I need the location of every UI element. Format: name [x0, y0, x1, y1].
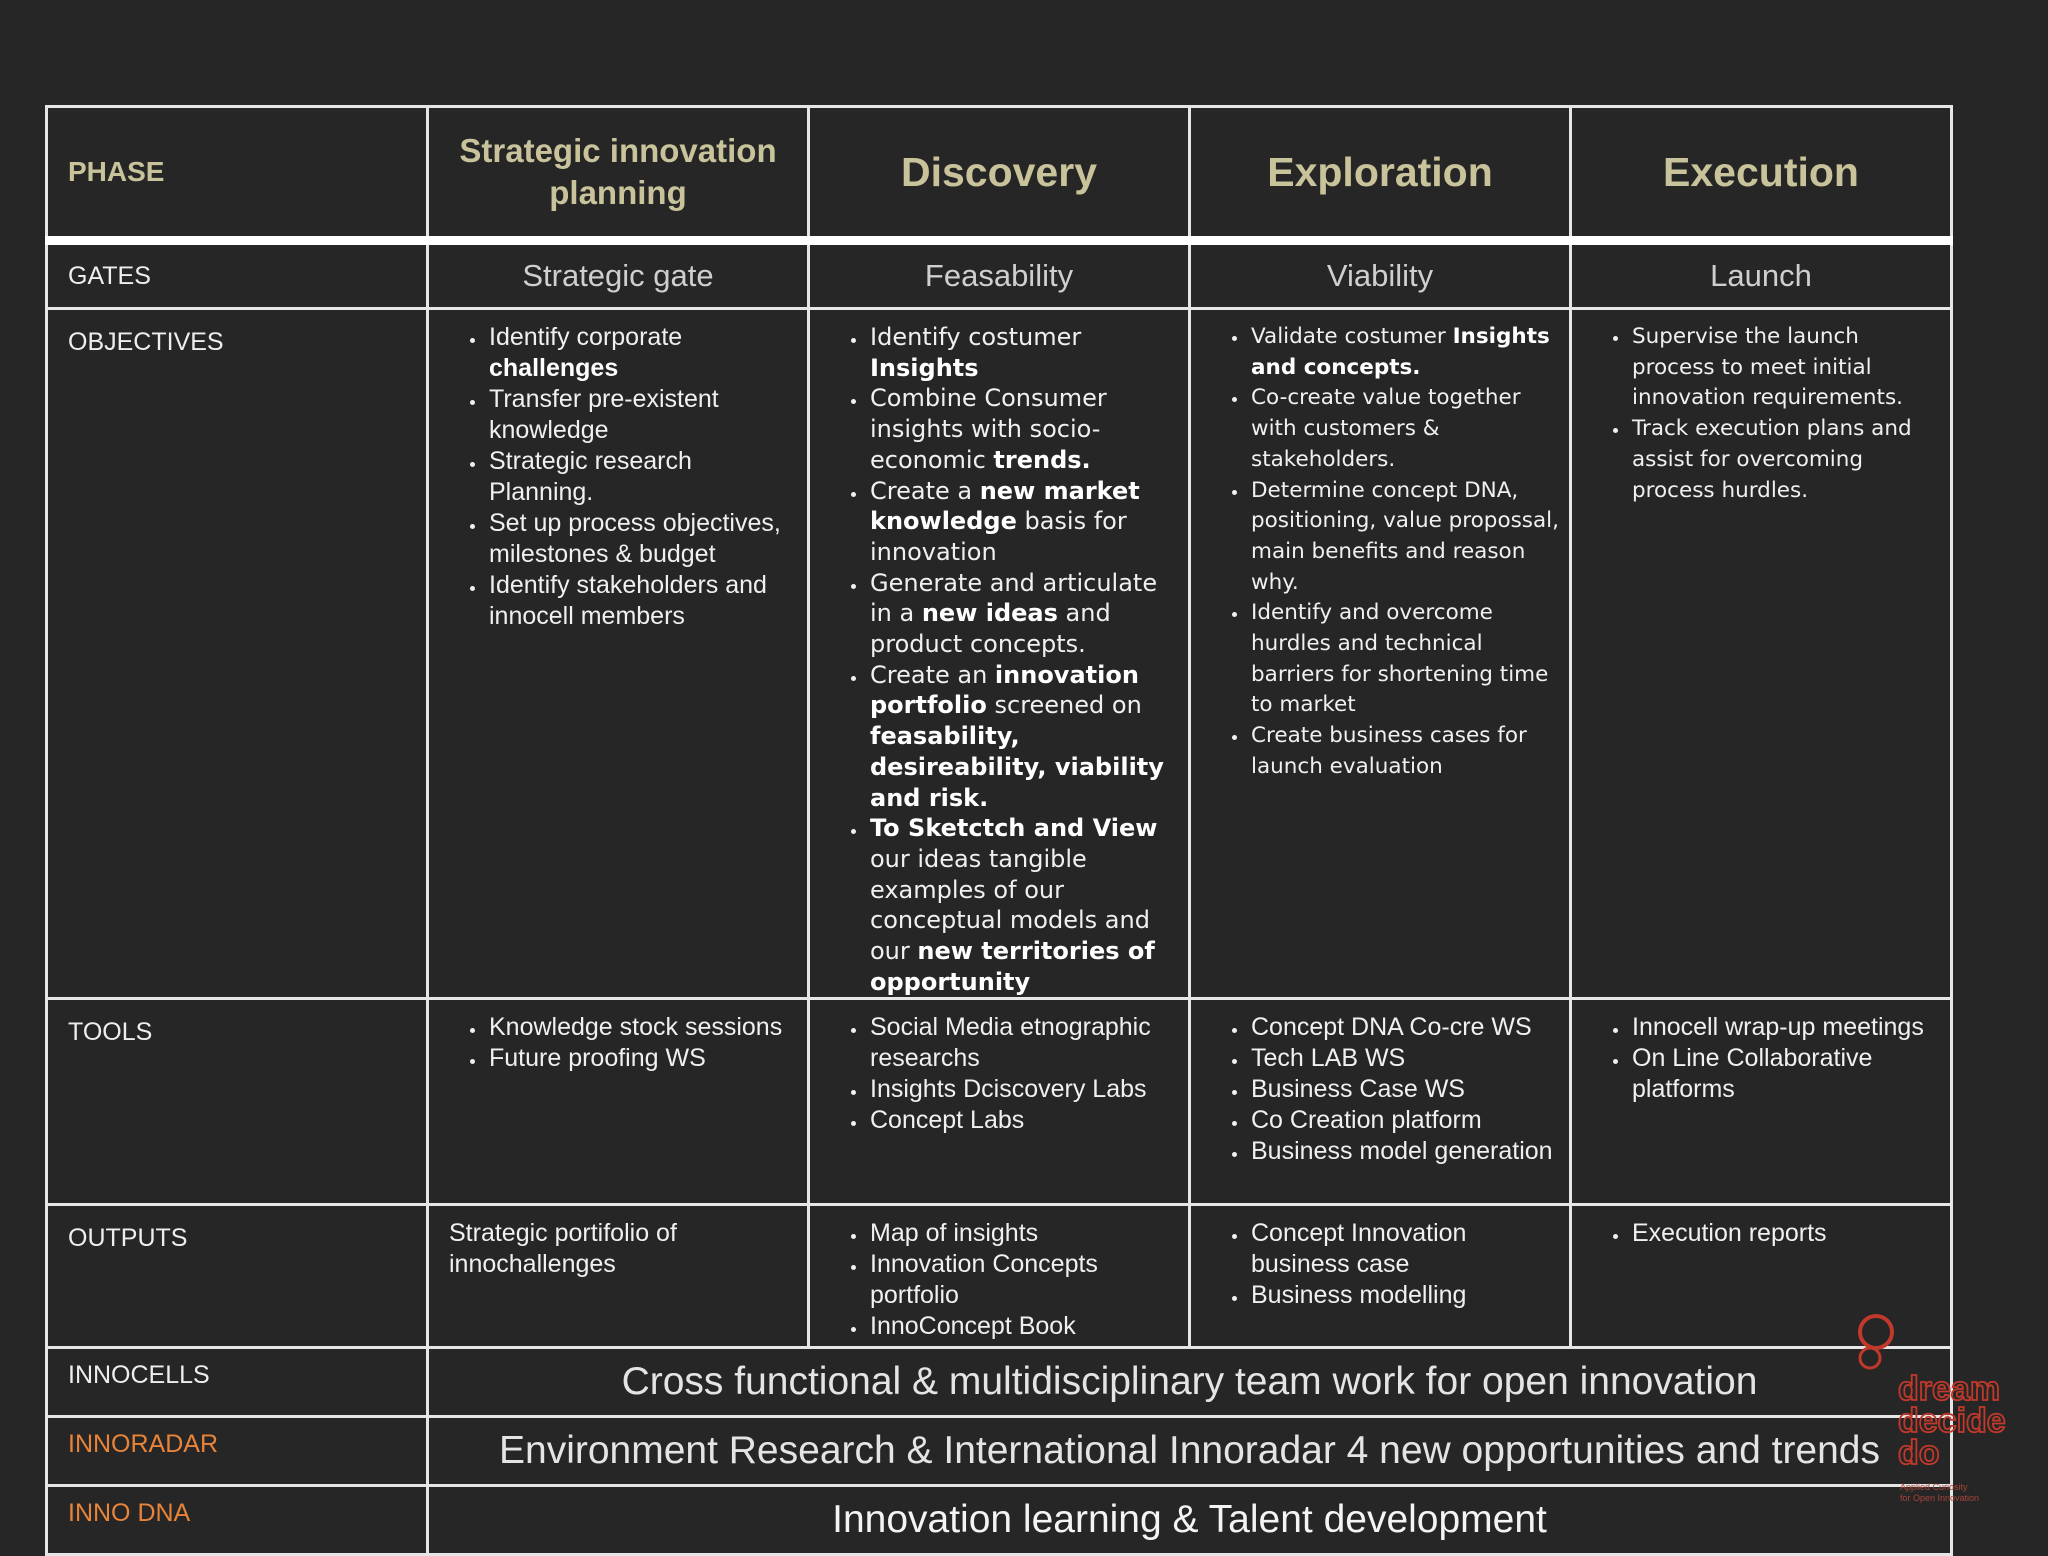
list-item: • Concept Innovation business case — [1249, 1218, 1561, 1280]
logo-word-dream: dream — [1898, 1370, 2001, 1408]
tools-list-1 — [429, 1012, 807, 1074]
list-item: • Insights Dciscovery Labs — [868, 1074, 1180, 1105]
logo-tagline-1: Applied Curiosity — [1900, 1482, 1968, 1492]
tools-label: TOOLS — [47, 999, 428, 1205]
list-item: • Combine Consumer insights with socio-economic trends. — [868, 383, 1180, 475]
list-item: • Co-create value together with customers & stakeholders. — [1249, 383, 1561, 475]
innodna-label: INNO DNA — [47, 1486, 428, 1555]
list-item: • Identify and overcome hurdles and technical barriers for shortening time to market — [1249, 598, 1561, 721]
logo-word-decide: decide — [1898, 1402, 2006, 1440]
list-item: • Future proofing WS — [487, 1043, 799, 1074]
innoradar-text: Environment Research & International Innoradar 4 new opportunities and trends — [428, 1417, 1952, 1486]
list-item: • Create an innovation portfolio screened on feasability, desireability, viability and risk. — [868, 660, 1180, 814]
outputs-list-3 — [1191, 1218, 1569, 1311]
innodna-row — [47, 1486, 1952, 1555]
gate-viability: Viability — [1190, 241, 1571, 309]
innocells-text: Cross functional & multidisciplinary team work for open innovation — [428, 1348, 1952, 1417]
innocells-row — [47, 1348, 1952, 1417]
tools-list-3 — [1191, 1012, 1569, 1167]
list-item: • Tech LAB WS — [1249, 1043, 1561, 1074]
outputs-text-1: Strategic portifolio of innochallenges — [449, 1219, 677, 1279]
gate-launch: Launch — [1571, 241, 1952, 309]
tools-list-4 — [1572, 1012, 1950, 1105]
tools-cell-4 — [1571, 999, 1952, 1205]
list-item: • Business Case WS — [1249, 1074, 1561, 1105]
objectives-list-2 — [810, 322, 1188, 997]
objectives-cell-3 — [1190, 309, 1571, 999]
list-item: • Concept Labs — [868, 1105, 1180, 1136]
innoradar-row — [47, 1417, 1952, 1486]
logo-circle-mark-small — [1860, 1348, 1880, 1368]
logo-tagline-2: for Open Innovation — [1900, 1493, 1980, 1503]
tools-cell-1 — [428, 999, 809, 1205]
list-item: • Social Media etnographic researchs — [868, 1012, 1180, 1074]
phase-exploration: Exploration — [1190, 107, 1571, 241]
objectives-cell-4 — [1571, 309, 1952, 999]
phase-strategic-innovation-planning: Strategic innovation planning — [428, 107, 809, 241]
list-item: • Generate and articulate in a new ideas and product concepts. — [868, 568, 1180, 660]
list-item: • Identify stakeholders and innocell members — [487, 570, 799, 632]
list-item: • Set up process objectives, milestones & budget — [487, 508, 799, 570]
outputs-list-4 — [1572, 1218, 1950, 1249]
phase-row — [47, 107, 1952, 241]
gates-label: GATES — [47, 241, 428, 309]
innocells-label: INNOCELLS — [47, 1348, 428, 1417]
list-item: • Co Creation platform — [1249, 1105, 1561, 1136]
list-item: • Innovation Concepts portfolio — [868, 1249, 1180, 1311]
objectives-row — [47, 309, 1952, 999]
list-item: • Concept DNA Co-cre WS — [1249, 1012, 1561, 1043]
list-item: • Execution reports — [1630, 1218, 1942, 1249]
dream-decide-do-logo — [1850, 1310, 2020, 1520]
list-item: • Create business cases for launch evaluation — [1249, 721, 1561, 782]
gate-strategic: Strategic gate — [428, 241, 809, 309]
outputs-label: OUTPUTS — [47, 1205, 428, 1348]
objectives-list-1 — [429, 322, 807, 632]
list-item: • Strategic research Planning. — [487, 446, 799, 508]
list-item: • Map of insights — [868, 1218, 1180, 1249]
list-item: • On Line Collaborative platforms — [1630, 1043, 1942, 1105]
objectives-list-3 — [1191, 322, 1569, 783]
outputs-row — [47, 1205, 1952, 1348]
gate-feasability: Feasability — [809, 241, 1190, 309]
objectives-label: OBJECTIVES — [47, 309, 428, 999]
list-item: • Identify costumer Insights — [868, 322, 1180, 383]
logo-word-do: do — [1898, 1434, 1940, 1472]
innovation-process-table — [45, 105, 1953, 1556]
outputs-list-2 — [810, 1218, 1188, 1342]
innodna-text: Innovation learning & Talent development — [428, 1486, 1952, 1555]
list-item: • InnoConcept Book — [868, 1311, 1180, 1342]
gates-row — [47, 241, 1952, 309]
phase-discovery: Discovery — [809, 107, 1190, 241]
innoradar-label: INNORADAR — [47, 1417, 428, 1486]
objectives-cell-2 — [809, 309, 1190, 999]
list-item: • Determine concept DNA, positioning, value propossal, main benefits and reason why. — [1249, 476, 1561, 599]
list-item: • Business model generation — [1249, 1136, 1561, 1167]
phase-label: PHASE — [47, 107, 428, 241]
phase-execution: Execution — [1571, 107, 1952, 241]
list-item: • Business modelling — [1249, 1280, 1561, 1311]
list-item: • Knowledge stock sessions — [487, 1012, 799, 1043]
list-item: • Validate costumer Insights and concepts. — [1249, 322, 1561, 383]
objectives-list-4 — [1572, 322, 1950, 506]
list-item: • To Sketctch and View our ideas tangible examples of our conceptual models and our new territories of opportunity — [868, 813, 1180, 997]
tools-cell-2 — [809, 999, 1190, 1205]
tools-row — [47, 999, 1952, 1205]
list-item: • Identify corporate challenges — [487, 322, 799, 384]
tools-cell-3 — [1190, 999, 1571, 1205]
outputs-cell-1 — [428, 1205, 809, 1348]
outputs-cell-3 — [1190, 1205, 1571, 1348]
list-item: • Track execution plans and assist for overcoming process hurdles. — [1630, 414, 1942, 506]
list-item: • Transfer pre-existent knowledge — [487, 384, 799, 446]
outputs-cell-2 — [809, 1205, 1190, 1348]
list-item: • Innocell wrap-up meetings — [1630, 1012, 1942, 1043]
objectives-cell-1 — [428, 309, 809, 999]
list-item: • Create a new market knowledge basis for innovation — [868, 476, 1180, 568]
logo-circle-mark — [1860, 1316, 1892, 1348]
list-item: • Supervise the launch process to meet initial innovation requirements. — [1630, 322, 1942, 414]
tools-list-2 — [810, 1012, 1188, 1136]
